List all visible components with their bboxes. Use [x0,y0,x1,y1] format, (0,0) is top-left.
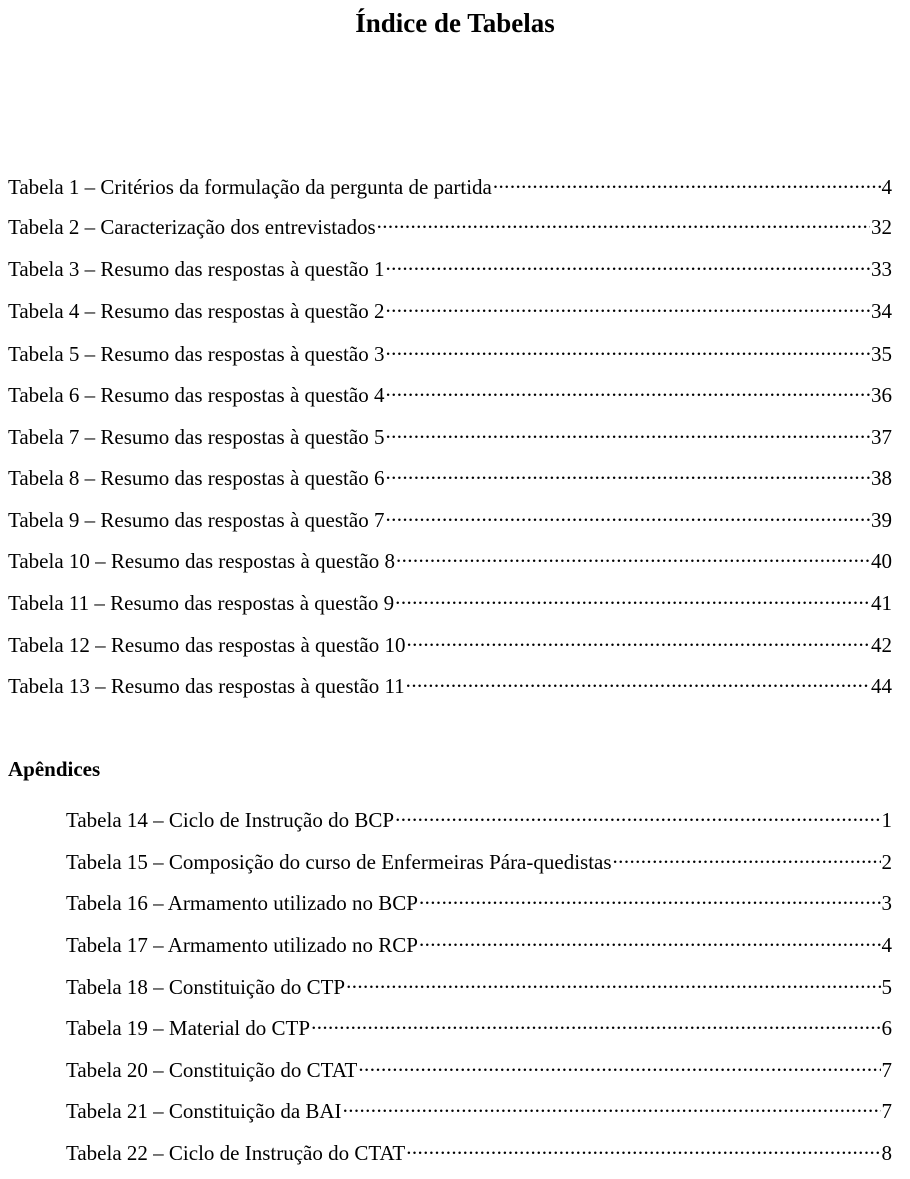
toc-entry-page: 39 [871,508,892,532]
dot-leader [406,626,870,652]
toc-entry-page: 33 [871,257,892,281]
toc-entry-page: 4 [881,175,892,199]
toc-entry-label: Tabela 11 – Resumo das respostas à questão 9 [8,591,395,615]
toc-entry-page: 35 [871,342,892,366]
toc-entry-label: Tabela 17 – Armamento utilizado no RCP [66,933,418,957]
dot-leader [613,843,881,869]
toc-entry-tabela-6[interactable] [8,376,892,408]
dot-leader [385,250,870,276]
appendices-heading: Apêndices [8,757,101,781]
toc-entry-label: Tabela 5 – Resumo das respostas à questão 3 [8,342,385,366]
toc-entry-tabela-2[interactable] [8,208,892,240]
toc-entry-tabela-18[interactable] [66,968,892,1000]
toc-entry-page: 7 [881,1058,892,1082]
dot-leader [346,968,880,994]
toc-entry-page: 34 [871,299,892,323]
toc-entry-page: 5 [881,975,892,999]
dot-leader [377,208,870,234]
dot-leader [385,376,870,402]
toc-entry-page: 41 [871,591,892,615]
toc-entry-page: 37 [871,425,892,449]
toc-entry-tabela-15[interactable] [66,843,892,875]
toc-entry-label: Tabela 2 – Caracterização dos entrevistados [8,215,376,239]
toc-entry-label: Tabela 6 – Resumo das respostas à questão 4 [8,383,385,407]
toc-entry-tabela-21[interactable] [66,1092,892,1124]
toc-entry-label: Tabela 8 – Resumo das respostas à questão 6 [8,466,385,490]
toc-entry-label: Tabela 12 – Resumo das respostas à questão 10 [8,633,406,657]
dot-leader [406,667,870,693]
toc-entry-tabela-14[interactable] [66,801,892,833]
toc-entry-page: 7 [881,1099,892,1123]
toc-entry-tabela-13[interactable] [8,667,892,699]
dot-leader [358,1051,880,1077]
toc-entry-label: Tabela 20 – Constituição do CTAT [66,1058,358,1082]
dot-leader [395,801,880,827]
toc-entry-tabela-19[interactable] [66,1009,892,1041]
toc-entry-label: Tabela 22 – Ciclo de Instrução do CTAT [66,1141,406,1165]
toc-entry-label: Tabela 14 – Ciclo de Instrução do BCP [66,808,395,832]
toc-entry-label: Tabela 18 – Constituição do CTP [66,975,346,999]
toc-entry-page: 40 [871,549,892,573]
toc-entry-tabela-10[interactable] [8,542,892,574]
toc-entry-label: Tabela 15 – Composição do curso de Enfermeiras Pára-quedistas [66,850,612,874]
toc-entry-tabela-17[interactable] [66,926,892,958]
toc-entry-tabela-7[interactable] [8,418,892,450]
toc-entry-tabela-16[interactable] [66,884,892,916]
toc-entry-label: Tabela 19 – Material do CTP [66,1016,311,1040]
toc-entry-label: Tabela 7 – Resumo das respostas à questão 5 [8,425,385,449]
toc-entry-label: Tabela 13 – Resumo das respostas à questão 11 [8,674,405,698]
toc-entry-page: 1 [881,808,892,832]
dot-leader [395,584,870,610]
dot-leader [385,418,870,444]
dot-leader [311,1009,880,1035]
toc-entry-tabela-3[interactable] [8,250,892,282]
toc-entry-page: 42 [871,633,892,657]
toc-entry-label: Tabela 1 – Critérios da formulação da pergunta de partida [8,175,492,199]
toc-entry-page: 4 [881,933,892,957]
dot-leader [385,501,870,527]
dot-leader [396,542,870,568]
toc-entry-page: 32 [871,215,892,239]
toc-entry-tabela-11[interactable] [8,584,892,616]
page-title: Índice de Tabelas [355,8,555,38]
dot-leader [385,292,870,318]
toc-entry-label: Tabela 3 – Resumo das respostas à questão 1 [8,257,385,281]
toc-entry-page: 6 [881,1016,892,1040]
toc-entry-page: 36 [871,383,892,407]
toc-entry-tabela-12[interactable] [8,626,892,658]
toc-entry-label: Tabela 21 – Constituição da BAI [66,1099,342,1123]
toc-entry-tabela-8[interactable] [8,459,892,491]
toc-entry-label: Tabela 9 – Resumo das respostas à questão 7 [8,508,385,532]
toc-entry-tabela-1[interactable] [8,168,892,200]
toc-entry-page: 3 [881,891,892,915]
dot-leader [406,1134,880,1160]
toc-entry-tabela-9[interactable] [8,501,892,533]
toc-entry-page: 2 [881,850,892,874]
toc-entry-page: 44 [871,674,892,698]
toc-entry-label: Tabela 10 – Resumo das respostas à questão 8 [8,549,395,573]
toc-entry-tabela-22[interactable] [66,1134,892,1166]
toc-entry-page: 38 [871,466,892,490]
toc-entry-tabela-5[interactable] [8,335,892,367]
toc-entry-tabela-20[interactable] [66,1051,892,1083]
toc-entry-label: Tabela 4 – Resumo das respostas à questão 2 [8,299,385,323]
dot-leader [343,1092,881,1118]
dot-leader [385,459,870,485]
dot-leader [385,335,870,361]
toc-entry-tabela-4[interactable] [8,292,892,324]
dot-leader [419,926,881,952]
dot-leader [419,884,881,910]
toc-entry-label: Tabela 16 – Armamento utilizado no BCP [66,891,418,915]
dot-leader [493,168,881,194]
toc-entry-page: 8 [881,1141,892,1165]
